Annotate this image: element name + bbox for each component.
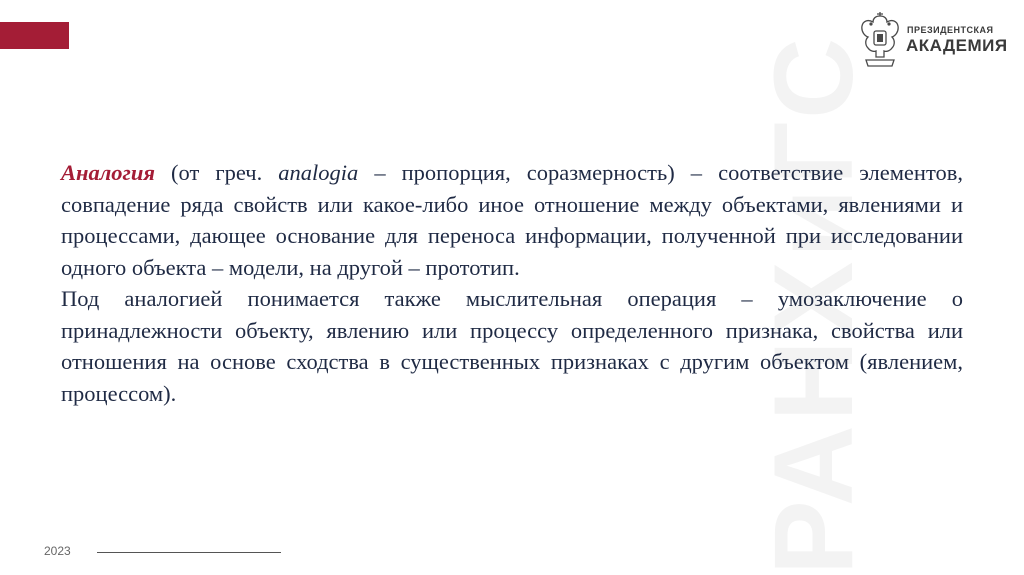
- slide-body: [61, 157, 963, 409]
- footer-year: 2023: [44, 544, 71, 558]
- definition-text-b: – пропорция, соразмерность) – соответствие элементов, совпадение ряда свойств или какое-либо иное отношение между объектами, явлениями и процессами, дающее основание для переноса информации, полученной при исследовании одного объекта – модели, на другой – прототип.: [61, 160, 963, 280]
- greek-word: analogia: [278, 160, 359, 185]
- footer-divider: [97, 552, 281, 553]
- definition-text-a: (от греч.: [154, 160, 279, 185]
- accent-bar: [0, 22, 69, 49]
- second-paragraph: Под аналогией понимается также мыслительная операция – умозаключение о принадлежности объекту, явлению или процессу определенного признака, свойства или отношения на основе сходства в существенных признаках с другим объектом (явлением, процессом).: [61, 286, 963, 406]
- logo-text-line2: АКАДЕМИЯ: [906, 36, 1008, 55]
- term-highlight: Аналогия: [61, 160, 155, 185]
- watermark: РАНХиГС: [750, 33, 876, 575]
- academy-logo: [858, 10, 1008, 70]
- definition-paragraph: [61, 157, 963, 283]
- double-headed-eagle-icon: [858, 10, 902, 68]
- logo-text-line1: ПРЕЗИДЕНТСКАЯ: [907, 25, 994, 35]
